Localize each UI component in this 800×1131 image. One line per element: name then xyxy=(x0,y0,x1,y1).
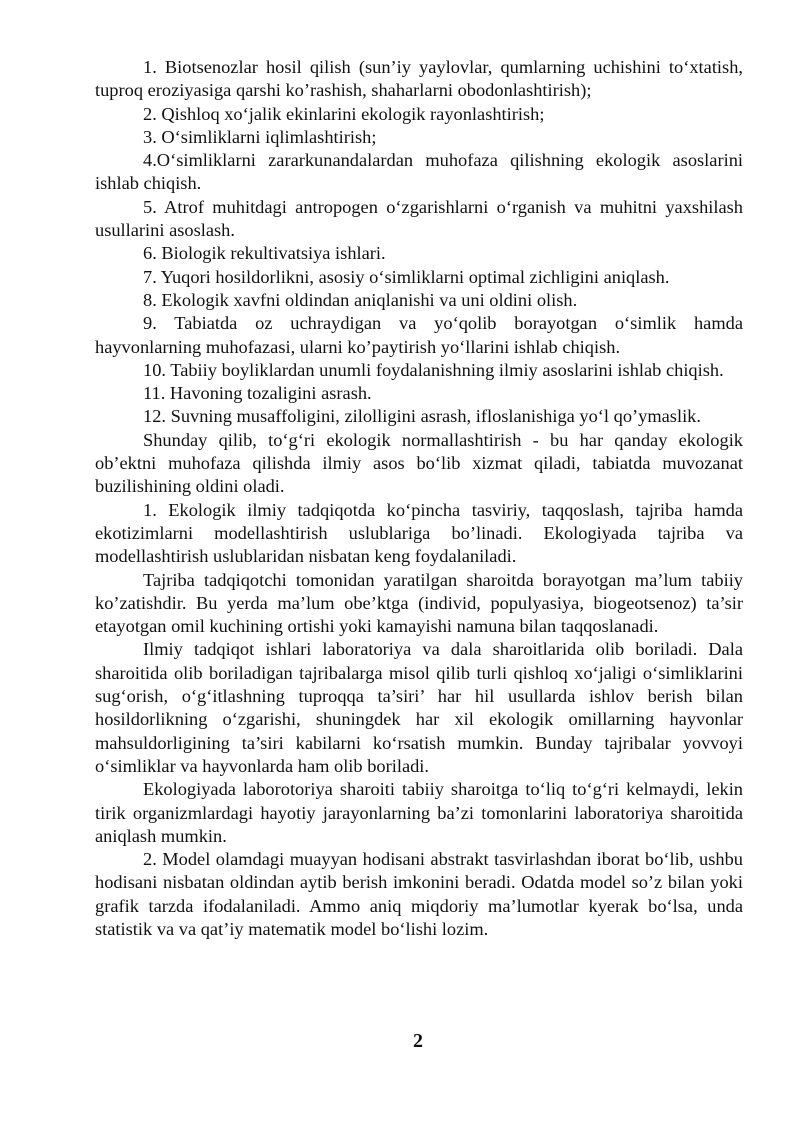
list-item-anthropogenic-changes: 5. Atrof muhitdagi antropogen o‘zgarishlarni o‘rganish va muhitni yaxshilash usullarini asoslash. xyxy=(95,196,743,241)
list-item-natural-resources: 10. Tabiiy boyliklardan unumli foydalanishning ilmiy asoslarini ishlab chiqish. xyxy=(143,359,724,380)
paragraph-research-methods: 1. Ekologik ilmiy tadqiqotda ko‘pincha tasviriy, taqqoslash, tajriba hamda ekotizimlarni modellashtirish uslublariga bo’linadi. Ekologiyada tajriba va modellashtirish uslublaridan nisbatan keng foydalaniladi. xyxy=(95,499,743,567)
paragraph-model: 2. Model olamdagi muayyan hodisani abstrakt tasvirlashdan iborat bo‘lib, ushbu hodisani nisbatan oldindan aytib berish imkonini beradi. Odatda model so’z bilan yoki grafik tarzda ifodalaniladi. Ammo aniq miqdoriy ma’lumotlar kyerak bo‘lsa, unda statistik va va qat’iy matematik model bo‘lishi lozim. xyxy=(95,849,743,939)
list-item-recultivation: 6. Biologik rekultivatsiya ishlari. xyxy=(143,243,386,264)
list-item-acclimatization: 3. O‘simliklarni iqlimlashtirish; xyxy=(143,126,377,147)
page-number: 2 xyxy=(413,1030,423,1052)
list-item-pest-protection: 4.O‘simliklarni zararkunandalardan muhofaza qilishning ekologik asoslarini ishlab chiqish. xyxy=(95,150,743,194)
list-item-rare-species: 9. Tabiatda oz uchraydigan va yo‘qolib borayotgan o‘simlik hamda hayvonlarning muhofazasi, ularni ko’paytirish yo‘llarini ishlab chiqish. xyxy=(95,313,743,357)
list-item-biocenoses: 1. Biotsenozlar hosil qilish (sun’iy yaylovlar, qumlarning uchishini to‘xtatish, tuproq eroziyasiga qarshi ko’rashish, shaharlarni obodonlashtirish); xyxy=(95,57,743,101)
list-item-air-protection: 11. Havoning tozaligini asrash. xyxy=(143,383,372,404)
page-body xyxy=(95,56,743,941)
list-item-optimal-density: 7. Yuqori hosildorlikni, asosiy o‘simliklarni optimal zichligini aniqlash. xyxy=(143,266,670,287)
list-item-crop-zoning: 2. Qishloq xo‘jalik ekinlarini ekologik rayonlashtirish; xyxy=(143,103,545,124)
paragraph-conclusion: Shunday qilib, to‘g‘ri ekologik normallashtirish - bu har qanday ekologik ob’ektni muhofaza qilishda ilmiy asos bo‘lib xizmat qiladi, tabiatda muvozanat buzilishining oldini oladi. xyxy=(95,429,743,497)
paragraph-field-research: Ilmiy tadqiqot ishlari laboratoriya va dala sharoitlarida olib boriladi. Dala sharoitida olib boriladigan tajribalarga misol qilib turli qishloq xo‘jaligi o‘simliklarini sug‘orish, o‘g‘itlashning tuproqqa ta’siri’ har hil usullarda ishlov berish bilan hosildorlikning o‘zgarishi, shuningdek har xil ekologik omillarning hayvonlar mahsuldorligining ta’siri kabilarni ko‘rsatish mumkin. Bunday tajribalar yovvoyi o‘simliklar va hayvonlarda ham olib boriladi. xyxy=(95,639,743,776)
paragraph-laboratory: Ekologiyada laborotoriya sharoiti tabiiy sharoitga to‘liq to‘g‘ri kelmaydi, lekin tirik organizmlardagi hayotiy jarayonlarning ba’zi tomonlarini laboratoriya sharoitida aniqlash mumkin. xyxy=(95,779,743,846)
paragraph-experiment: Tajriba tadqiqotchi tomonidan yaratilgan sharoitda borayotgan ma’lum tabiiy ko’zatishdir. Bu yerda ma’lum obe’ktga (individ, populyasiya, biogeotsenoz) ta’sir etayotgan omil kuchining ortishi yoki kamayishi namuna bilan taqqoslanadi. xyxy=(95,569,743,637)
list-item-water-protection: 12. Suvning musaffoligini, zilolligini asrash, ifloslanishiga yo‘l qo’ymaslik. xyxy=(143,406,701,427)
list-item-ecological-risk: 8. Ekologik xavfni oldindan aniqlanishi va uni oldini olish. xyxy=(143,289,578,310)
